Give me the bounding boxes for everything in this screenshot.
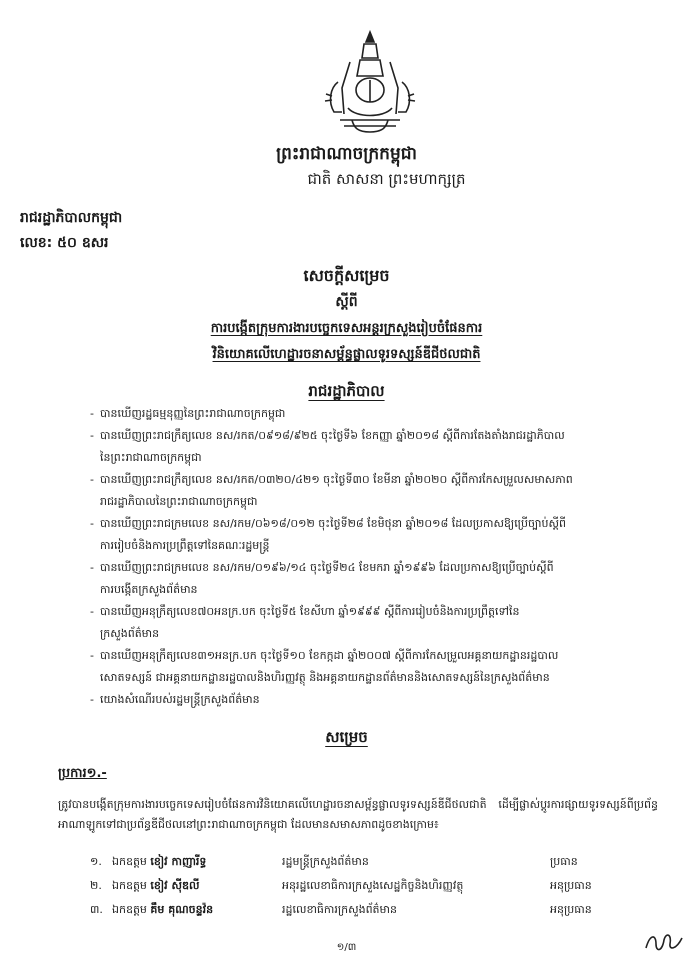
member-position: រដ្ឋមន្ត្រីក្រសួងព័ត៌មាន — [282, 855, 369, 868]
member-index: ៣. — [90, 903, 103, 916]
document-number: លេខ: ៥០ ឧសរ — [20, 235, 109, 251]
kingdom-name: ព្រះរាជាណាចក្រកម្ពុជា — [276, 144, 417, 164]
article-text: ត្រូវបានបង្កើតក្រុមការងារបច្ចេកទេសរៀបចំផែនការវិនិយោគលើហេដ្ឋារចនាសម្ព័ន្ធផ្លាលទូរទស្សន៍ឌីជីថលជាតិ ដើម្បីផ្លាស់ប្តូរការផ្សាយទូរទស្សន៍ពីប្រព័ន្ធអាណាឡូកទៅជាប្រព័ន្ធឌីជីថលនៅព្រះរាជាណាចក្រកម្ពុជា ដែលមានសមាសភាពដូចខាងក្រោម៖ — [58, 798, 658, 831]
member-list — [90, 855, 670, 927]
member-role: អនុប្រធាន — [550, 879, 592, 892]
national-motto: ជាតិ សាសនា ព្រះមហាក្សត្រ — [307, 170, 466, 188]
member-role: ប្រធាន — [550, 855, 578, 868]
member-position: រដ្ឋលេខាធិការក្រសួងព័ត៌មាន — [282, 903, 397, 916]
reference-item-continued: ការបង្កើតក្រសួងព័ត៌មាន — [100, 583, 198, 596]
subject-line-2: វិនិយោគលើហេដ្ឋារចនាសម្ព័ន្ធផ្លាលទូរទស្សន៍ឌីជីថលជាតិ — [212, 347, 481, 362]
reference-item-continued: ការរៀបចំនិងការប្រព្រឹត្តទៅនៃគណៈរដ្ឋមន្ត្រី — [100, 539, 270, 552]
about-label: ស្តីពី — [335, 294, 358, 310]
member-name: ឯកឧត្តម ខៀវ ស៊ីឌលី — [112, 879, 200, 892]
reference-item: - បានឃើញអនុក្រឹត្យលេខ៣១អនក្រ.បក ចុះថ្ងៃទី១០ ខែកក្កដា ឆ្នាំ២០០៧ ស្តីពីការកែសម្រួលអគ្គនាយកដ្ឋានរដ្ឋបាល — [90, 649, 559, 662]
reference-item: - យោងសំណើរបស់រដ្ឋមន្ត្រីក្រសួងព័ត៌មាន — [90, 693, 260, 706]
member-index: ១. — [90, 855, 102, 868]
reference-item: - បានឃើញព្រះរាជក្រមលេខ នស/រកម/០១៩៦/១៤ ចុះថ្ងៃទី២៤ ខែមករា ឆ្នាំ១៩៩៦ ដែលប្រកាសឱ្យប្រើច្បាប់ស្តីពី — [90, 561, 554, 574]
reference-item: - បានឃើញរដ្ឋធម្មនុញ្ញនៃព្រះរាជាណាចក្រកម្ពុជា — [90, 407, 286, 420]
reference-list — [90, 403, 670, 711]
member-row — [90, 879, 670, 903]
royal-emblem-icon — [320, 28, 420, 138]
decision-heading: សម្រេច — [325, 728, 368, 746]
member-row — [90, 855, 670, 879]
reference-item-continued: នៃព្រះរាជាណាចក្រកម្ពុជា — [100, 451, 202, 464]
page-number: ១/៣ — [336, 942, 357, 953]
government-heading: រាជរដ្ឋាភិបាល — [308, 382, 385, 400]
member-name: ឯកឧត្តម គឹម គុណចន្ទវ៉ន — [112, 903, 214, 916]
member-name: ឯកឧត្តម ខៀវ កាញារីទ្ធ — [112, 855, 207, 868]
member-row — [90, 903, 670, 927]
member-index: ២. — [90, 879, 102, 892]
reference-item-continued: រាជរដ្ឋាភិបាលនៃព្រះរាជាណាចក្រកម្ពុជា — [100, 495, 258, 508]
reference-item: - បានឃើញព្រះរាជក្រមលេខ នស/រកម/០៦១៨/០១២ ចុះថ្ងៃទី២៨ ខែមិថុនា ឆ្នាំ២០១៨ ដែលប្រកាសឱ្យប្រើច្បាប់ស្តីពី — [90, 517, 566, 530]
reference-item: - បានឃើញព្រះរាជក្រឹត្យលេខ នស/រកត/០៣២០/៤២១ ចុះថ្ងៃទី៣០ ខែមីនា ឆ្នាំ២០២០ ស្តីពីការកែសម្រួលសមាសភាព — [90, 473, 573, 486]
reference-item: - បានឃើញអនុក្រឹត្យលេខ៧០អនក្រ.បក ចុះថ្ងៃទី៥ ខែសីហា ឆ្នាំ១៩៩៩ ស្តីពីការរៀបចំនិងការប្រព្រឹត្តទៅនៃ — [90, 605, 520, 618]
member-position: អនុរដ្ឋលេខាធិការក្រសួងសេដ្ឋកិច្ចនិងហិរញ្ញវត្ថុ — [282, 879, 464, 892]
member-role: អនុប្រធាន — [550, 903, 592, 916]
reference-item-continued: សោតទស្សន៍ ជាអគ្គនាយកដ្ឋានរដ្ឋបាលនិងហិរញ្ញវត្ថុ និងអគ្គនាយកដ្ឋានព័ត៌មាននិងសោតទស្សន៍នៃក្រសួងព័ត៌មាន — [100, 671, 550, 684]
reference-item: - បានឃើញព្រះរាជក្រឹត្យលេខ នស/រកត/០៩១៨/៩២៥ ចុះថ្ងៃទី៦ ខែកញ្ញា ឆ្នាំ២០១៨ ស្តីពីការតែងតាំងរាជរដ្ឋាភិបាល — [90, 429, 565, 442]
reference-item-continued: ក្រសួងព័ត៌មាន — [100, 627, 160, 640]
initials-signature-icon — [642, 928, 687, 956]
subject-line-1: ការបង្កើតក្រុមការងារបច្ចេកទេសអន្តរក្រសួងរៀបចំផែនការ — [210, 321, 483, 336]
document-type: សេចក្តីសម្រេច — [303, 266, 390, 285]
article-label: ប្រការ១.- — [58, 766, 107, 781]
issuing-authority: រាជរដ្ឋាភិបាលកម្ពុជា — [20, 210, 123, 226]
